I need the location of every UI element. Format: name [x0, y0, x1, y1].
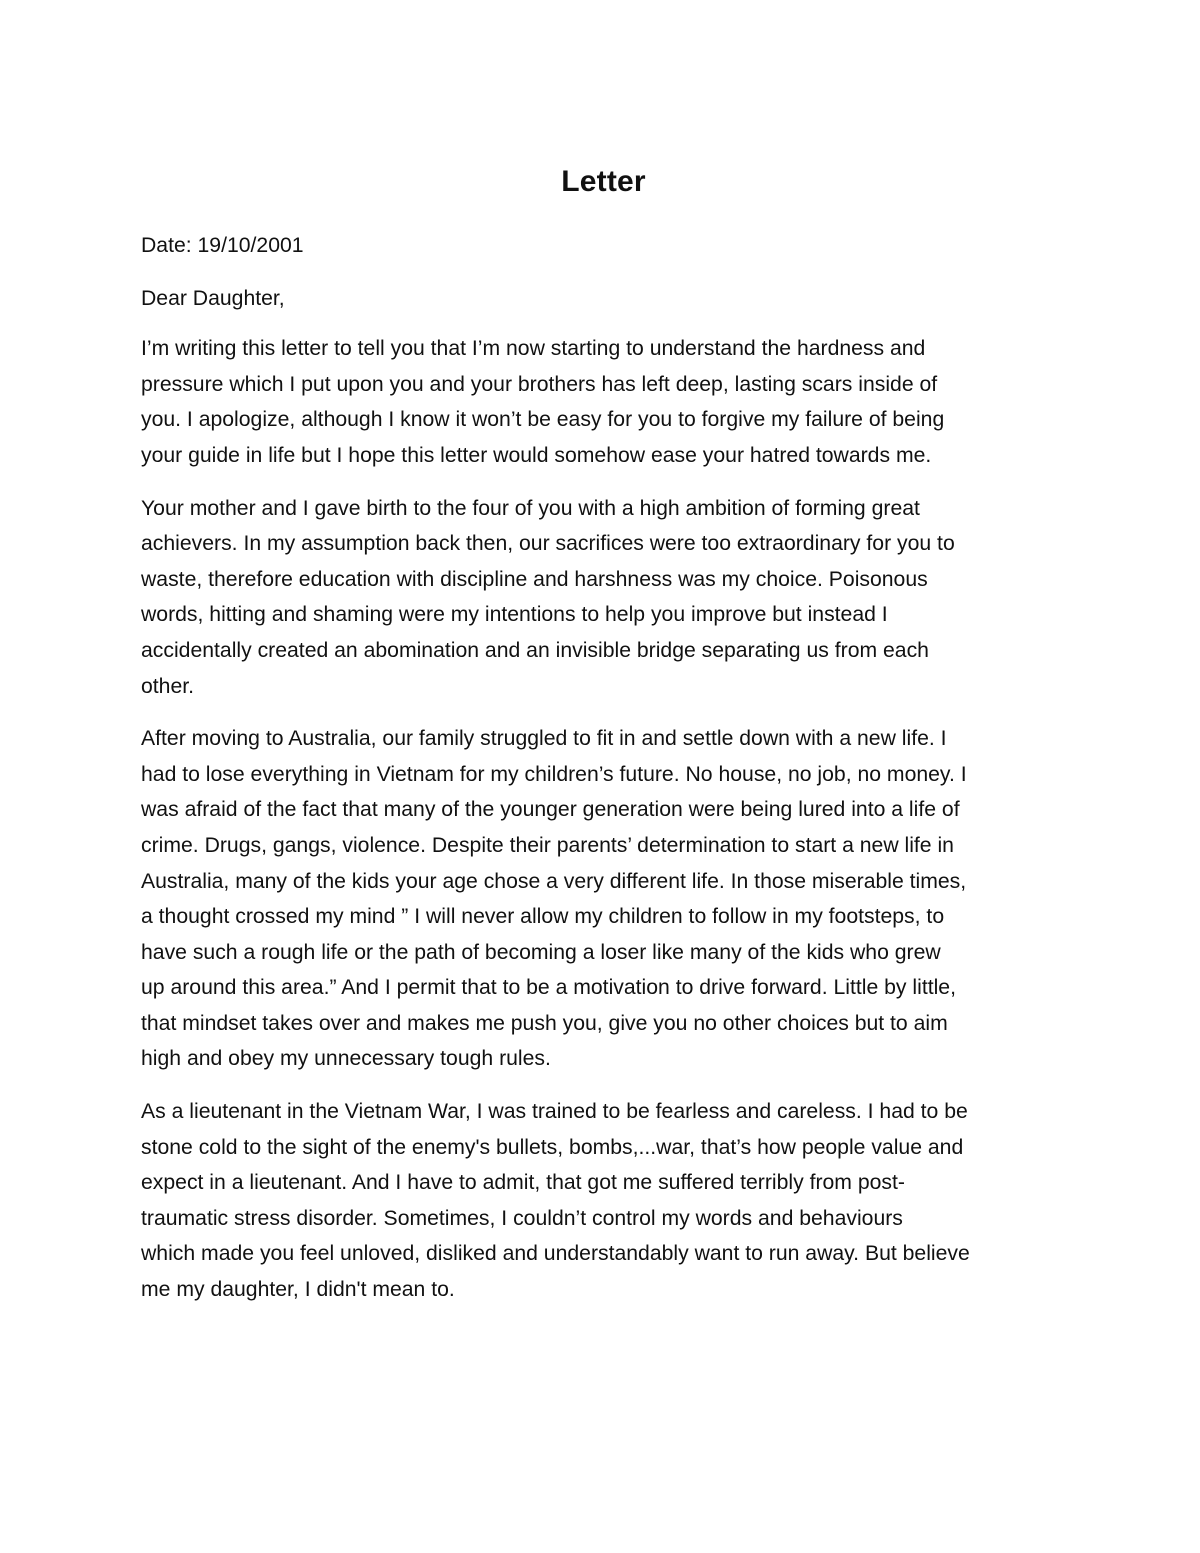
letter-paragraph: [141, 721, 1066, 1077]
paragraph-line: Your mother and I gave birth to the four of you with a high ambition of forming great: [141, 496, 920, 520]
paragraph-line: you. I apologize, although I know it won’t be easy for you to forgive my failure of being: [141, 408, 945, 432]
paragraph-line: achievers. In my assumption back then, our sacrifices were too extraordinary for you to: [141, 532, 955, 556]
paragraph-line: Australia, many of the kids your age chose a very different life. In those miserable times,: [141, 869, 967, 893]
paragraph-line: traumatic stress disorder. Sometimes, I couldn’t control my words and behaviours: [141, 1206, 903, 1230]
paragraph-line: me my daughter, I didn't mean to.: [141, 1278, 455, 1302]
letter-paragraph: [141, 491, 1066, 705]
paragraph-line: had to lose everything in Vietnam for my children’s future. No house, no job, no money. I: [141, 762, 967, 786]
letter-date: Date: 19/10/2001: [141, 234, 304, 257]
paragraph-line: crime. Drugs, gangs, violence. Despite their parents’ determination to start a new life in: [141, 833, 954, 857]
page-title: Letter: [561, 165, 646, 198]
paragraph-line: As a lieutenant in the Vietnam War, I was trained to be fearless and careless. I had to be: [141, 1100, 968, 1124]
letter-salutation: Dear Daughter,: [141, 286, 285, 310]
paragraph-line: was afraid of the fact that many of the younger generation were being lured into a life of: [141, 798, 960, 822]
paragraph-line: your guide in life but I hope this letter would somehow ease your hatred towards me.: [141, 443, 932, 467]
paragraph-line: that mindset takes over and makes me push you, give you no other choices but to aim: [141, 1011, 948, 1035]
paragraph-line: high and obey my unnecessary tough rules.: [141, 1047, 551, 1071]
letter-paragraph: [141, 1094, 1066, 1308]
paragraph-line: waste, therefore education with discipline and harshness was my choice. Poisonous: [141, 567, 928, 591]
paragraph-line: pressure which I put upon you and your brothers has left deep, lasting scars inside of: [141, 372, 938, 396]
paragraph-line: stone cold to the sight of the enemy's bullets, bombs,...war, that’s how people value and: [141, 1135, 964, 1159]
paragraph-line: have such a rough life or the path of becoming a loser like many of the kids who grew: [141, 940, 941, 964]
letter-body: [141, 331, 1066, 1307]
paragraph-line: words, hitting and shaming were my intentions to help you improve but instead I: [141, 603, 888, 627]
paragraph-line: expect in a lieutenant. And I have to admit, that got me suffered terribly from post-: [141, 1171, 905, 1195]
paragraph-line: a thought crossed my mind ” I will never allow my children to follow in my footsteps, to: [141, 905, 945, 929]
letter-paragraph: [141, 331, 1066, 473]
paragraph-line: accidentally created an abomination and an invisible bridge separating us from each: [141, 638, 929, 662]
paragraph-line: I’m writing this letter to tell you that I’m now starting to understand the hardness and: [141, 337, 926, 361]
letter-page: [141, 158, 1066, 1325]
paragraph-line: which made you feel unloved, disliked and understandably want to run away. But believe: [141, 1242, 970, 1266]
paragraph-line: other.: [141, 674, 195, 698]
paragraph-line: up around this area.” And I permit that to be a motivation to drive forward. Little by little,: [141, 976, 956, 1000]
paragraph-line: After moving to Australia, our family struggled to fit in and settle down with a new life. I: [141, 727, 947, 751]
